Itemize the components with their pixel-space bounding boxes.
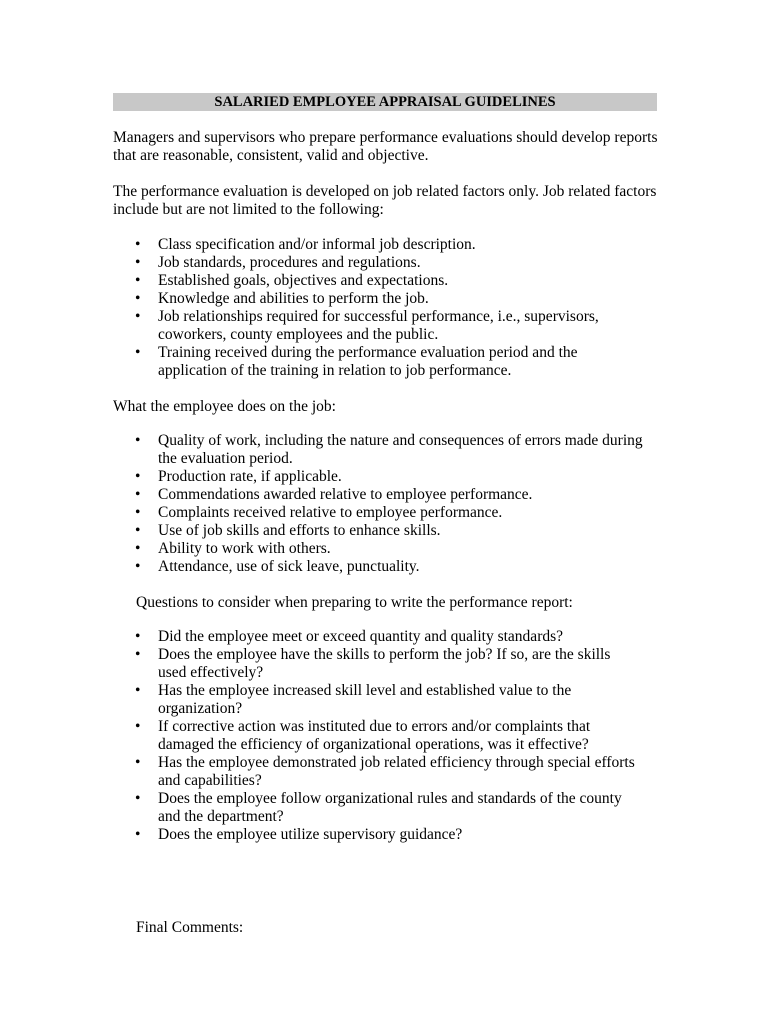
list-item-text: Commendations awarded relative to employee performance. bbox=[158, 486, 533, 503]
factors-intro: The performance evaluation is developed on job related factors only. Job related factors include but are not limited to the following: bbox=[113, 183, 657, 218]
list-item bbox=[113, 682, 673, 718]
bullet-icon: • bbox=[135, 344, 141, 361]
list-item-text: Use of job skills and efforts to enhance skills. bbox=[158, 522, 441, 539]
questions-list bbox=[113, 628, 673, 844]
list-item bbox=[113, 718, 673, 754]
bullet-icon: • bbox=[135, 558, 141, 575]
intro-paragraph: Managers and supervisors who prepare performance evaluations should develop reports that are reasonable, consistent, valid and objective. bbox=[113, 129, 658, 164]
bullet-icon: • bbox=[135, 468, 141, 485]
list-item-text: Did the employee meet or exceed quantity and quality standards? bbox=[158, 628, 564, 645]
factors-list bbox=[113, 236, 673, 380]
bullet-icon: • bbox=[135, 308, 141, 325]
list-item-text: If corrective action was instituted due to errors and/or complaints that damaged the efficiency of organizational operations, was it effective? bbox=[158, 718, 591, 753]
list-item-text: Class specification and/or informal job description. bbox=[158, 236, 476, 253]
bullet-icon: • bbox=[135, 646, 141, 663]
list-item bbox=[113, 646, 673, 682]
list-item-text: Does the employee have the skills to perform the job? If so, are the skills used effectively? bbox=[158, 646, 611, 681]
questions-intro: Questions to consider when preparing to write the performance report: bbox=[136, 594, 573, 611]
list-item bbox=[113, 540, 673, 558]
bullet-icon: • bbox=[135, 682, 141, 699]
bullet-icon: • bbox=[135, 718, 141, 735]
list-item-text: Has the employee increased skill level and established value to the organization? bbox=[158, 682, 572, 717]
list-item bbox=[113, 308, 673, 344]
bullet-icon: • bbox=[135, 486, 141, 503]
list-item bbox=[113, 826, 673, 844]
does-intro: What the employee does on the job: bbox=[113, 398, 336, 415]
final-comments-label: Final Comments: bbox=[136, 919, 244, 936]
bullet-icon: • bbox=[135, 628, 141, 645]
list-item-text: Production rate, if applicable. bbox=[158, 468, 342, 485]
list-item bbox=[113, 432, 673, 468]
list-item bbox=[113, 486, 673, 504]
list-item bbox=[113, 790, 673, 826]
list-item-text: Does the employee utilize supervisory guidance? bbox=[158, 826, 463, 843]
bullet-icon: • bbox=[135, 272, 141, 289]
list-item-text: Job standards, procedures and regulations. bbox=[158, 254, 421, 271]
document-title: SALARIED EMPLOYEE APPRAISAL GUIDELINES bbox=[113, 93, 657, 111]
bullet-icon: • bbox=[135, 432, 141, 449]
list-item bbox=[113, 344, 673, 380]
list-item-text: Does the employee follow organizational rules and standards of the county and the department? bbox=[158, 790, 622, 825]
list-item bbox=[113, 236, 673, 254]
list-item bbox=[113, 468, 673, 486]
bullet-icon: • bbox=[135, 290, 141, 307]
list-item-text: Knowledge and abilities to perform the job. bbox=[158, 290, 429, 307]
bullet-icon: • bbox=[135, 540, 141, 557]
list-item bbox=[113, 254, 673, 272]
bullet-icon: • bbox=[135, 754, 141, 771]
bullet-icon: • bbox=[135, 504, 141, 521]
list-item-text: Has the employee demonstrated job related efficiency through special efforts and capabilities? bbox=[158, 754, 635, 789]
list-item bbox=[113, 504, 673, 522]
list-item-text: Established goals, objectives and expectations. bbox=[158, 272, 449, 289]
list-item-text: Attendance, use of sick leave, punctuality. bbox=[158, 558, 420, 575]
list-item bbox=[113, 522, 673, 540]
bullet-icon: • bbox=[135, 826, 141, 843]
list-item bbox=[113, 272, 673, 290]
bullet-icon: • bbox=[135, 522, 141, 539]
list-item bbox=[113, 290, 673, 308]
list-item-text: Job relationships required for successful performance, i.e., supervisors, coworkers, county employees and the public. bbox=[158, 308, 599, 343]
list-item-text: Training received during the performance evaluation period and the application of the training in relation to job performance. bbox=[158, 344, 578, 379]
list-item-text: Quality of work, including the nature and consequences of errors made during the evaluation period. bbox=[158, 432, 643, 467]
bullet-icon: • bbox=[135, 790, 141, 807]
list-item bbox=[113, 754, 673, 790]
bullet-icon: • bbox=[135, 236, 141, 253]
list-item-text: Complaints received relative to employee performance. bbox=[158, 504, 503, 521]
list-item-text: Ability to work with others. bbox=[158, 540, 331, 557]
list-item bbox=[113, 558, 673, 576]
list-item bbox=[113, 628, 673, 646]
bullet-icon: • bbox=[135, 254, 141, 271]
does-list bbox=[113, 432, 673, 576]
